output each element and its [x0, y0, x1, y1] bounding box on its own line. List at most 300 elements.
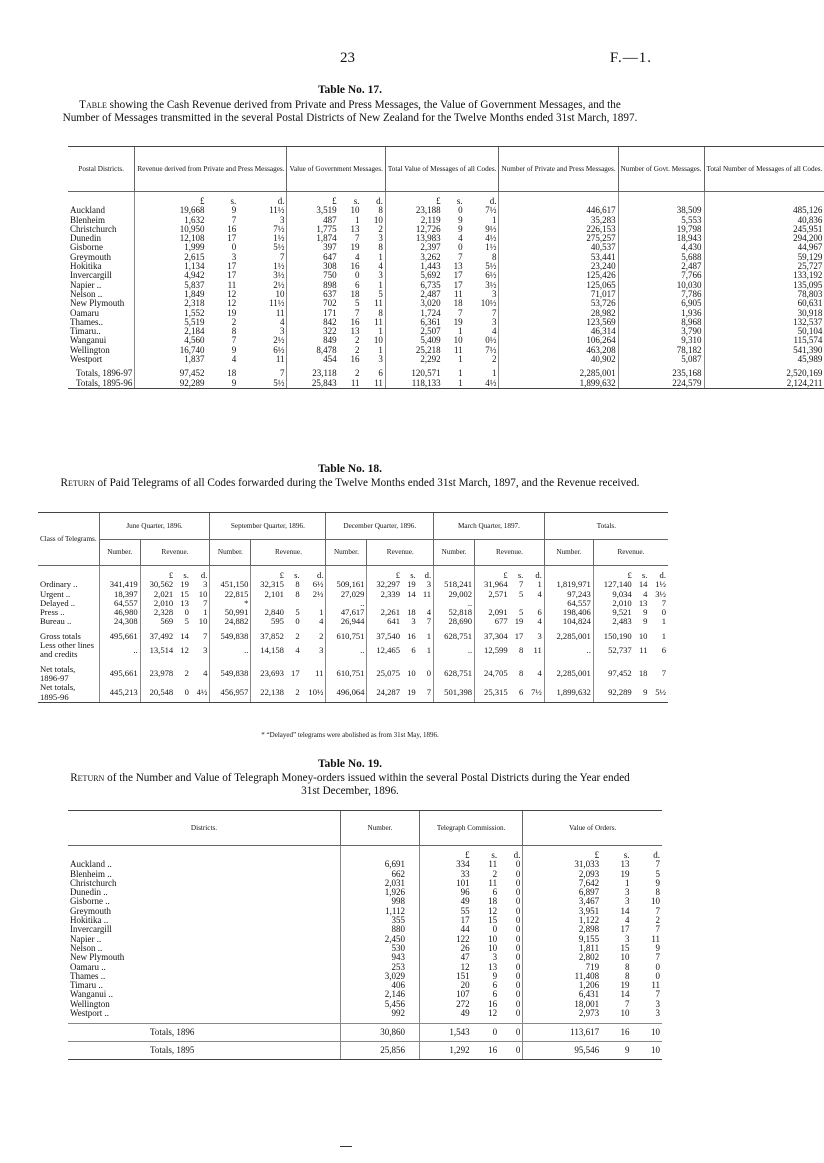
table-cell: 1 [355, 214, 360, 225]
table-cell: 456,957 [210, 683, 251, 702]
table-18-title: Table No. 18. [317, 463, 383, 475]
table-cell: 2 [295, 630, 300, 641]
table-cell: 2,973 [523, 1009, 601, 1018]
table-cell: 11 [453, 344, 463, 355]
col-header: Number. [210, 539, 251, 566]
table-cell: 487 [287, 216, 339, 225]
col-header: Revenue. [251, 539, 326, 566]
table-cell: 4 [537, 668, 542, 679]
table-cell: 719 [523, 963, 601, 972]
table-cell: 1 [491, 368, 497, 379]
table-cell: 2,091 [475, 608, 510, 617]
table-cell: 53,441 [499, 253, 618, 262]
table-cell: 2,010 [140, 599, 175, 608]
table-cell: 7 [355, 307, 360, 318]
table-cell: 1 [378, 326, 383, 337]
table-cell: 943 [341, 953, 420, 962]
table-cell: 4,430 [618, 243, 704, 252]
table-cell: 4 [378, 261, 383, 272]
table-cell: 25,075 [367, 665, 402, 684]
table-cell: 19 [407, 579, 416, 590]
table-cell: 10 [407, 668, 416, 679]
table-cell: 9 [601, 1042, 631, 1060]
table-cell: 2 [355, 368, 360, 379]
table-cell: 26,944 [326, 617, 367, 626]
district-name: Invercargill [70, 924, 112, 935]
table-cell: 2,285,001 [544, 632, 593, 641]
district-name: Westport .. [70, 1008, 110, 1019]
table-cell: 4 [231, 354, 237, 365]
caption-lead: Table [79, 99, 107, 111]
table-cell: 2,397 [385, 243, 442, 252]
end-rule [340, 1146, 352, 1147]
table-cell: 3,467 [523, 897, 601, 906]
table-cell: * [210, 599, 251, 608]
district-name: New Plymouth [70, 298, 125, 309]
table-cell: 4 [458, 233, 463, 244]
table-cell: 0 [458, 242, 463, 253]
table-cell: 120,571 [385, 369, 442, 378]
table-cell: .. [544, 641, 593, 660]
table-cell: 8 [378, 205, 383, 216]
table-cell: 2,487 [618, 262, 704, 271]
table-cell: 454 [287, 355, 339, 364]
district-name: Oamaru [70, 307, 99, 318]
table-cell: 7 [279, 368, 285, 379]
table-cell: 10 [620, 1008, 630, 1019]
table-cell: 1 [458, 354, 463, 365]
table-cell: 8 [519, 668, 524, 679]
table-cell: 16 [227, 223, 237, 234]
table-cell: 8 [378, 307, 383, 318]
table-cell: 13 [453, 261, 463, 272]
table-cell: 11 [275, 354, 285, 365]
table-cell: 272 [420, 1000, 472, 1009]
col-header: Number. [434, 539, 475, 566]
table-cell: 16 [601, 1024, 631, 1042]
table-cell: 106,264 [499, 336, 618, 345]
table-row [68, 318, 824, 327]
table-cell: 3 [625, 887, 630, 898]
table-cell: 6,361 [385, 318, 442, 327]
table-cell: 5 [184, 616, 189, 627]
table-cell: 4 [426, 607, 432, 618]
table-row [68, 206, 824, 215]
table-cell: 4 [319, 616, 324, 627]
table-cell: 52,818 [434, 608, 475, 617]
table-cell: 19 [180, 579, 189, 590]
table-cell: 2½ [312, 588, 324, 599]
district-name: New Plymouth [70, 952, 125, 963]
units-cell: d. [513, 850, 521, 860]
table-cell: 8,478 [287, 346, 339, 355]
units-cell: £ [251, 571, 286, 580]
table-cell: 1 [661, 616, 666, 627]
col-header: Revenue. [367, 539, 434, 566]
table-cell: 2,520,169 [704, 369, 824, 378]
table-cell: 11 [639, 644, 648, 655]
units-cell: d. [200, 570, 208, 580]
table-cell: 71,017 [499, 290, 618, 299]
totals-row [68, 1042, 662, 1060]
table-cell: 18,397 [99, 590, 140, 599]
table-cell: 2,146 [341, 990, 420, 999]
table-cell: 4 [491, 326, 497, 337]
table-cell: 1,837 [135, 355, 207, 364]
table-cell: 3,020 [385, 299, 442, 308]
table-cell: 127,140 [593, 580, 633, 589]
table-cell: 23,240 [499, 262, 618, 271]
table-cell: 118,133 [385, 379, 442, 389]
totals-label: Totals, 1895-96 [68, 379, 135, 389]
table-cell: 1 [426, 630, 432, 641]
table-cell: 14,158 [251, 641, 286, 660]
table-cell: 32,297 [367, 580, 402, 589]
table-cell: 30,918 [704, 309, 824, 318]
table-cell: 9,521 [593, 608, 633, 617]
district-name: Westport [70, 354, 103, 365]
table-row [68, 963, 662, 972]
table-cell: 49 [420, 1009, 472, 1018]
table-cell: 7 [625, 998, 630, 1009]
table-cell: 11 [374, 316, 383, 327]
units-cell: s. [183, 570, 189, 580]
totals-label: Totals, 1895 [68, 1042, 341, 1060]
table-cell: 13 [180, 597, 189, 608]
table-cell: 445,213 [99, 683, 140, 702]
units-cell: £ [420, 851, 472, 860]
table-cell: 7 [519, 579, 524, 590]
col-header: Revenue. [593, 539, 668, 566]
table-cell: 78,182 [618, 346, 704, 355]
table-row [68, 355, 824, 364]
table-cell: 3 [411, 616, 416, 627]
caption-text: showing the Cash Revenue derived from Private and Press Messages, the Value of Government Messages, and the Number of Messages transmitted in the several Postal Districts of New Zealand for the Twelve Months ended 31st March, 1897. [62, 99, 638, 124]
row-label: Press .. [40, 607, 65, 618]
table-cell: 125,065 [499, 281, 618, 290]
district-name: Dunedin [70, 233, 101, 244]
table-cell: 2 [231, 316, 237, 327]
table-cell: 14 [638, 579, 648, 590]
table-cell: 1,122 [523, 916, 601, 925]
table-cell: 2,093 [523, 870, 601, 879]
table-cell: 11 [488, 877, 498, 888]
table-cell: 5½ [649, 683, 668, 702]
district-name: Christchurch [70, 223, 117, 234]
table-cell: 3 [625, 933, 630, 944]
table-cell: 5 [655, 868, 660, 879]
row-label: Delayed .. [40, 597, 76, 608]
table-row [68, 925, 662, 934]
table-cell: 12,726 [385, 225, 442, 234]
table-cell: 4½ [485, 233, 497, 244]
table-cell: 19 [514, 616, 524, 627]
table-cell: 2,285,001 [544, 665, 593, 684]
district-name: Wellington [70, 998, 110, 1009]
table-cell: 0 [426, 668, 432, 679]
table-cell: 11 [533, 644, 542, 655]
table-cell: 23,118 [287, 369, 339, 378]
table-row [68, 916, 662, 925]
table-cell: 8 [295, 579, 300, 590]
table-cell: 125,426 [499, 271, 618, 280]
table-cell: 4 [279, 316, 285, 327]
table-cell: 6,897 [523, 888, 601, 897]
caption-lead: Return [70, 772, 105, 784]
table-cell: 9 [231, 344, 237, 355]
table-cell: 637 [287, 290, 339, 299]
table-cell: 406 [341, 981, 420, 990]
table-cell: 9 [634, 683, 650, 702]
table-cell: 1 [378, 344, 383, 355]
table-cell: 308 [287, 262, 339, 271]
table-cell: 1,206 [523, 981, 601, 990]
table-cell: 13 [638, 597, 648, 608]
table-cell: 0 [231, 242, 237, 253]
table-cell: 16 [407, 630, 416, 641]
totals-label: Totals, 1896-97 [76, 368, 133, 379]
table-cell: 0 [515, 905, 521, 916]
table-cell: 10 [620, 952, 630, 963]
col-header: Number. [341, 811, 420, 846]
table-cell: 1,936 [618, 309, 704, 318]
district-name: Auckland [70, 205, 105, 216]
table-cell: 3 [378, 233, 383, 244]
table-cell: 3 [655, 1008, 660, 1019]
table-cell: 40,537 [499, 243, 618, 252]
table-cell: 610,751 [326, 665, 367, 684]
table-cell: 7 [661, 597, 666, 608]
table-cell: 17 [420, 916, 472, 925]
table-cell: 6,691 [341, 860, 420, 869]
caption-text: of the Number and Value of Telegraph Money-orders issued within the several Postal Districts during the Year ended 31st December, 1896. [104, 772, 630, 797]
table-cell: 11 [362, 379, 386, 389]
table-cell: 2,119 [385, 216, 442, 225]
table-cell: 3 [492, 952, 498, 963]
table-cell: 16 [350, 316, 360, 327]
table-cell: 50,104 [704, 327, 824, 336]
col-header: Revenue derived from Private and Press Messages. [135, 147, 287, 192]
district-name: Gisborne [70, 242, 103, 253]
table-cell: 2 [319, 630, 324, 641]
table-cell: 8 [378, 242, 383, 253]
table-cell: 7 [203, 630, 208, 641]
table-cell: 662 [341, 870, 420, 879]
table-cell: 7 [491, 307, 497, 318]
table-row [68, 262, 824, 271]
table-cell: 2,802 [523, 953, 601, 962]
district-name: Dunedin .. [70, 887, 108, 898]
table-cell: 641 [367, 617, 402, 626]
table-cell: 10½ [302, 683, 326, 702]
table-cell: 10 [350, 205, 360, 216]
table-cell: 19 [227, 307, 237, 318]
table-cell: 849 [287, 336, 339, 345]
table-cell: 7 [655, 905, 660, 916]
table-cell: 2,292 [385, 355, 442, 364]
table-cell: 25,315 [475, 683, 510, 702]
table-cell: 96 [420, 888, 472, 897]
table-cell: 198,406 [544, 608, 593, 617]
table-cell: 5,409 [385, 336, 442, 345]
table-cell: 7 [661, 668, 666, 679]
units-cell: £ [593, 571, 633, 580]
table-cell: 11 [374, 298, 383, 309]
table-cell: 0 [492, 924, 498, 935]
district-name: Greymouth [70, 251, 111, 262]
table-cell: 5,688 [618, 253, 704, 262]
table-cell: 0 [515, 989, 521, 1000]
table-row [68, 346, 824, 355]
table-cell: 2,615 [135, 253, 207, 262]
table-cell: .. [326, 641, 367, 660]
table-row [68, 944, 662, 953]
district-name: Timaru .. [70, 980, 103, 991]
table-cell: 19 [620, 980, 630, 991]
table-cell: 5,456 [341, 1000, 420, 1009]
units-cell: s. [294, 570, 300, 580]
district-name: Hokitika [70, 261, 102, 272]
table-cell: 549,838 [210, 632, 251, 641]
table-cell: 5 [295, 607, 300, 618]
table-cell: 5 [355, 298, 360, 309]
table-cell: 2,339 [367, 590, 402, 599]
district-name: Napier .. [70, 933, 102, 944]
table-cell: 11 [339, 379, 362, 389]
table-cell: 49 [420, 897, 472, 906]
table-18-caption [40, 477, 660, 490]
table-cell: 12,599 [475, 641, 510, 660]
table-cell: 24,287 [367, 683, 402, 702]
units-cell: £ [385, 197, 442, 206]
units-cell: £ [523, 851, 601, 860]
table-cell: 224,579 [618, 379, 704, 389]
table-cell: 1½ [273, 261, 285, 272]
table-cell: 5 [519, 588, 524, 599]
table-cell: 0 [499, 1042, 523, 1060]
table-cell: 13 [620, 859, 630, 870]
table-cell: 24,882 [210, 617, 251, 626]
table-cell: 135,095 [704, 281, 824, 290]
table-row [68, 309, 824, 318]
table-cell: 52,737 [593, 641, 633, 660]
table-row [38, 617, 668, 626]
table-cell: 17 [453, 270, 463, 281]
table-cell: 2 [655, 915, 660, 926]
table-cell: 97,452 [135, 369, 207, 378]
table-cell: 17 [291, 668, 300, 679]
table-cell: 53,726 [499, 299, 618, 308]
table-row [68, 972, 662, 981]
table-row [68, 1000, 662, 1009]
table-cell: 8 [625, 961, 630, 972]
table-row [68, 234, 824, 243]
table-cell: 3 [231, 251, 237, 262]
table-cell: 37,540 [367, 632, 402, 641]
table-cell: 30,562 [140, 580, 175, 589]
units-cell: d. [535, 570, 542, 580]
table-cell: 10 [632, 1024, 662, 1042]
table-cell: 3 [491, 316, 497, 327]
table-cell: 11 [651, 980, 660, 991]
col-header: Revenue. [140, 539, 210, 566]
table-cell: 245,951 [704, 225, 824, 234]
table-cell: 294,200 [704, 234, 824, 243]
table-cell: 3 [203, 644, 208, 655]
table-cell: 6 [492, 887, 498, 898]
table-cell: .. [434, 641, 475, 660]
table-cell: 750 [287, 271, 339, 280]
table-cell: 10½ [480, 298, 497, 309]
table-cell: 9,155 [523, 935, 601, 944]
table-cell: 45,989 [704, 355, 824, 364]
table-cell: 2,184 [135, 327, 207, 336]
quarter-header: December Quarter, 1896. [326, 513, 434, 540]
col-header: Number. [326, 539, 367, 566]
table-cell: 15 [180, 588, 189, 599]
table-cell: 78,803 [704, 290, 824, 299]
row-label: Gross totals [40, 630, 81, 641]
table-cell: 5 [378, 288, 383, 299]
table-cell: 23,693 [251, 665, 286, 684]
table-cell: 2,487 [385, 290, 442, 299]
table-cell: 253 [341, 963, 420, 972]
table-cell: 842 [287, 318, 339, 327]
table-cell: 0 [515, 933, 521, 944]
table-cell: 7½ [485, 205, 497, 216]
table-cell: 0 [661, 607, 666, 618]
district-name: Nelson .. [70, 288, 103, 299]
table-row [68, 953, 662, 962]
district-name: Wanganui [70, 335, 107, 346]
table-cell: 1,849 [135, 290, 207, 299]
table-cell: 17 [227, 270, 237, 281]
table-cell: 1,552 [135, 309, 207, 318]
table-cell: 8 [625, 970, 630, 981]
table-cell: 47 [420, 953, 472, 962]
table-cell: 12 [488, 905, 498, 916]
table-cell: .. [326, 599, 367, 608]
table-19-title: Table No. 19. [317, 758, 383, 770]
table-cell: 11 [488, 859, 498, 870]
table-cell: 2,507 [385, 327, 442, 336]
table-cell: 9 [458, 223, 463, 234]
table-cell: 1 [661, 630, 666, 641]
table-cell: 3½ [485, 279, 497, 290]
table-cell: 3½ [655, 588, 666, 599]
table-cell: 25,218 [385, 346, 442, 355]
units-cell: d. [376, 196, 383, 206]
table-cell: .. [99, 641, 140, 660]
table-cell: 97,452 [593, 665, 633, 684]
units-cell: £ [475, 571, 510, 580]
table-cell: .. [434, 599, 475, 608]
table-cell: 2,483 [593, 617, 633, 626]
units-cell: s. [517, 570, 524, 580]
table-cell: 40,902 [499, 355, 618, 364]
table-cell: 495,661 [99, 632, 140, 641]
table-cell: 8,968 [618, 318, 704, 327]
units-cell: d. [317, 570, 324, 580]
table-cell: 5½ [485, 261, 497, 272]
table-cell: 107 [420, 990, 472, 999]
table-cell: 13,983 [385, 234, 442, 243]
table-cell: 0 [355, 270, 360, 281]
table-cell: 4 [537, 616, 542, 627]
table-cell: 8 [231, 326, 237, 337]
table-cell: 59,129 [704, 253, 824, 262]
gross-totals-row [38, 632, 668, 641]
